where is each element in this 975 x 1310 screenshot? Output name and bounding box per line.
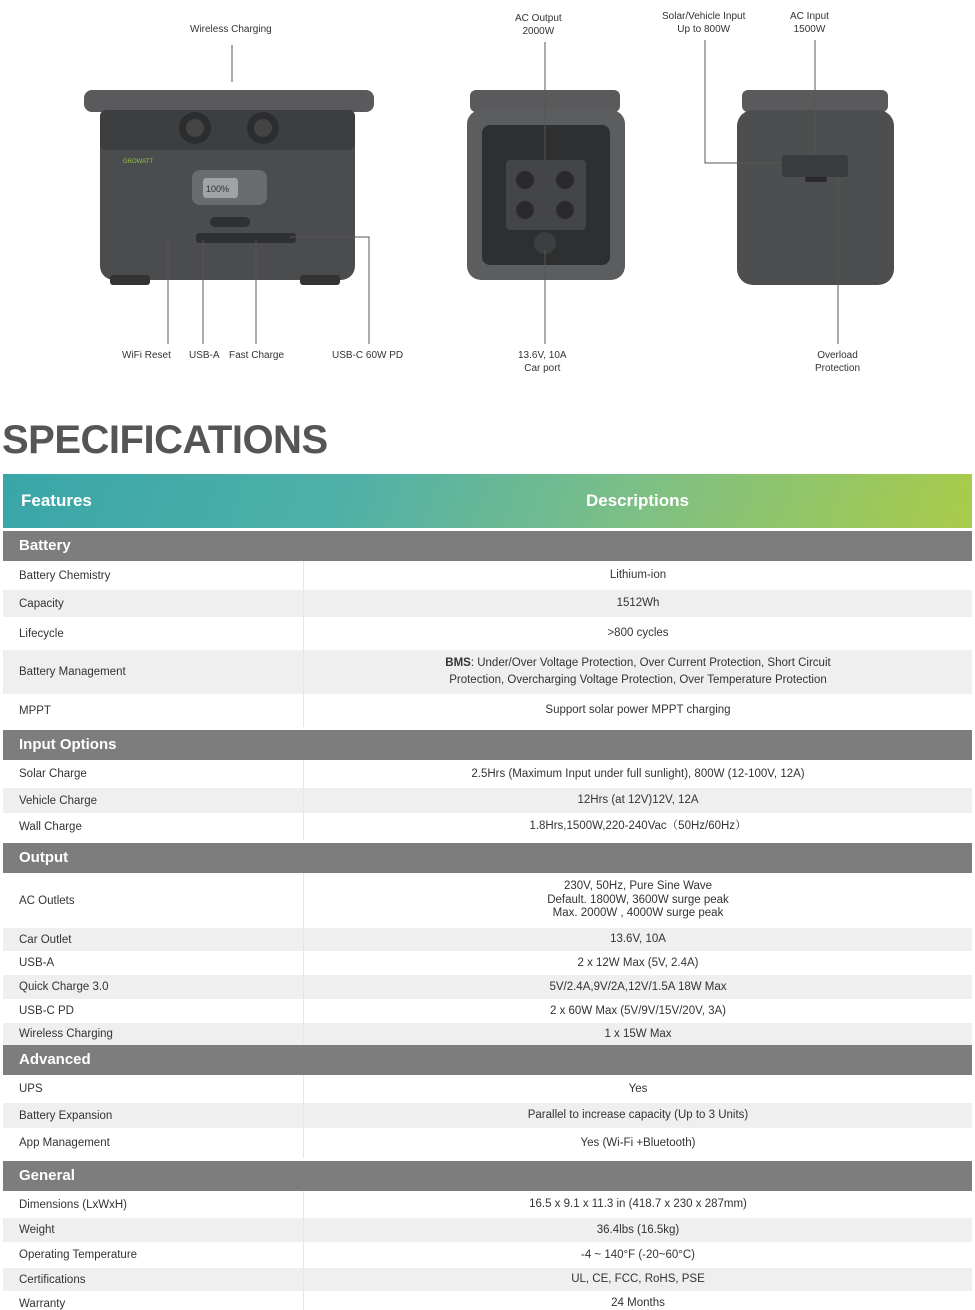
feature-cell: USB-A [19,957,55,969]
feature-cell: USB-C PD [19,1005,74,1017]
feature-cell: Vehicle Charge [19,794,97,807]
callout-solar-input: Solar/Vehicle Input Up to 800W [662,11,746,35]
product-illustration [0,0,975,400]
callout-usb-a: USB-A [189,350,220,361]
callout-fast-charge: Fast Charge [229,350,285,361]
description-cell: Yes (Wi-Fi +Bluetooth) [303,1128,972,1158]
description-cell: 5V/2.4A,9V/2A,12V/1.5A 18W Max [303,975,972,999]
feature-cell: Battery Management [19,666,126,678]
feature-cell: AC Outlets [19,894,75,907]
callout-overload: Overload Protection [815,350,861,374]
header-features: Features [21,491,92,510]
feature-cell: Lifecycle [19,627,64,640]
description-cell: 230V, 50Hz, Pure Sine Wave Default. 1800W, 3600W surge peak Max. 2000W , 4000W surge peak [303,873,972,928]
brand-logo: GROWATT [123,159,153,165]
description-cell: 1512Wh [303,590,972,617]
callout-wifi-reset: WiFi Reset [122,350,171,361]
feature-cell: Solar Charge [19,768,87,780]
feature-cell: Weight [19,1224,55,1236]
description-cell: 1 x 15W Max [303,1023,972,1045]
description-cell: UL, CE, FCC, RoHS, PSE [303,1268,972,1291]
display-readout: 100% [206,184,230,194]
description-cell: Lithium-ion [303,561,972,590]
table-row [3,590,972,617]
callout-ac-input: AC Input 1500W [790,11,829,35]
section-output: Output [3,843,972,873]
table-row [3,1191,972,1218]
callout-ac-output: AC Output 2000W [515,13,562,37]
description-cell: 36.4lbs (16.5kg) [303,1218,972,1242]
page-title: SPECIFICATIONS [2,418,328,462]
feature-cell: Capacity [19,597,64,610]
feature-cell: MPPT [19,704,51,717]
section-battery: Battery [3,531,972,561]
table-row [3,1242,972,1268]
description-cell: Yes [303,1075,972,1103]
table-row [3,1023,972,1045]
table-row [3,788,972,813]
table-row [3,1128,972,1158]
side-view-ac-unit [467,90,625,280]
table-row [3,975,972,999]
feature-cell: Certifications [19,1273,86,1286]
description-cell: >800 cycles [303,617,972,650]
table-row [3,650,972,694]
table-row [3,813,972,840]
feature-cell: Wireless Charging [19,1028,113,1040]
table-row [3,1075,972,1103]
callout-car-port: 13.6V, 10A Car port [518,350,567,374]
description-cell: BMS: Under/Over Voltage Protection, Over Current Protection, Short Circuit Protection, Overcharging Voltage Protection, Over Temperature Protection [303,650,972,694]
table-row [3,1268,972,1291]
feature-cell: Dimensions (LxWxH) [19,1198,127,1211]
description-cell: Parallel to increase capacity (Up to 3 Units) [303,1103,972,1128]
product-diagram [0,0,975,400]
feature-cell: Wall Charge [19,820,82,833]
description-cell: 2.5Hrs (Maximum Input under full sunlight), 800W (12-100V, 12A) [303,760,972,788]
feature-cell: Battery Expansion [19,1109,113,1122]
callout-wireless-charging: Wireless Charging [190,24,272,35]
feature-cell: Operating Temperature [19,1249,138,1261]
feature-cell: Warranty [19,1297,66,1310]
description-cell: 1.8Hrs,1500W,220-240Vac（50Hz/60Hz） [303,813,972,840]
table-row [3,561,972,590]
section-advanced: Advanced [3,1045,972,1075]
description-cell: 13.6V, 10A [303,928,972,951]
feature-cell: Battery Chemistry [19,569,111,582]
callout-usb-c: USB-C 60W PD [332,350,404,361]
table-row [3,1291,972,1310]
description-cell: 2 x 60W Max (5V/9V/15V/20V, 3A) [303,999,972,1023]
table-row [3,617,972,650]
description-cell: 16.5 x 9.1 x 11.3 in (418.7 x 230 x 287mm) [303,1191,972,1218]
table-row [3,951,972,975]
table-row [3,694,972,727]
header-descriptions: Descriptions [586,491,689,510]
table-row [3,1218,972,1242]
section-input-options: Input Options [3,730,972,760]
section-general: General [3,1161,972,1191]
feature-cell: Car Outlet [19,933,72,946]
table-row [3,928,972,951]
feature-cell: Quick Charge 3.0 [19,981,109,993]
bms-label: BMS [445,657,471,669]
description-cell: Support solar power MPPT charging [303,694,972,727]
description-cell: 2 x 12W Max (5V, 2.4A) [303,951,972,975]
table-row [3,760,972,788]
description-cell: -4 ~ 140°F (-20~60°C) [303,1242,972,1268]
feature-cell: UPS [19,1083,43,1095]
table-row [3,1103,972,1128]
description-cell: 24 Months [303,1291,972,1310]
spec-table [3,474,972,1310]
table-row [3,999,972,1023]
table-header [3,474,972,528]
feature-cell: App Management [19,1137,110,1149]
description-cell: 12Hrs (at 12V)12V, 12A [303,788,972,813]
table-row [3,873,972,928]
